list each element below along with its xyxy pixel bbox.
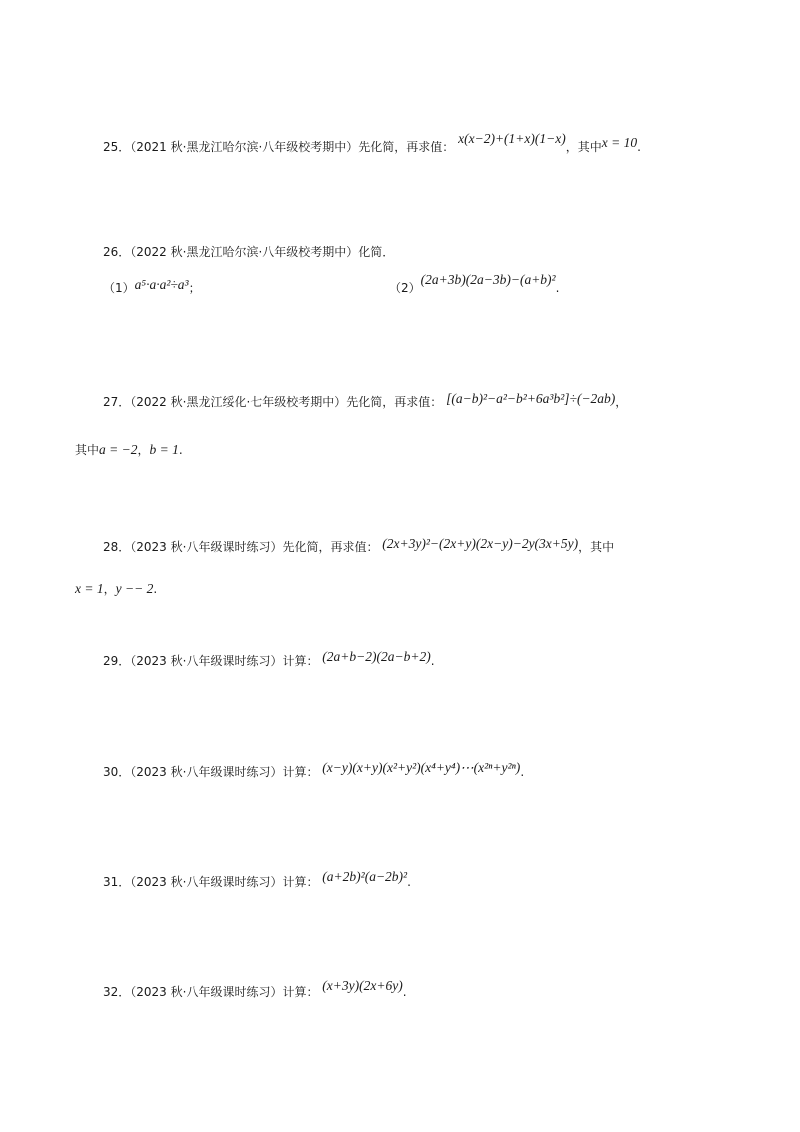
- problem-26-part-1: [103, 279, 201, 296]
- period: .: [430, 654, 435, 668]
- condition-b: b = 1: [149, 442, 179, 457]
- problem-number: 30．: [103, 765, 131, 779]
- part-label: （1）: [103, 281, 135, 295]
- problem-27-line-2: [75, 441, 183, 458]
- math-expression: (x+3y)(2x+6y): [322, 978, 403, 993]
- problem-25: [103, 131, 641, 155]
- math-expression: (2a+b−2)(2a−b+2): [322, 649, 431, 664]
- problem-number: 29．: [103, 654, 131, 668]
- problem-number: 28．: [103, 540, 131, 554]
- condition-x: x = 10: [601, 135, 638, 150]
- part-end: ；: [188, 281, 201, 295]
- condition-y: y −− 2: [115, 581, 154, 596]
- problem-28-line-2: [75, 580, 157, 597]
- period: .: [520, 765, 525, 779]
- problem-source: （2022 秋·黑龙江绥化·七年级校考期中）: [130, 395, 347, 409]
- period: .: [637, 140, 641, 154]
- line-end: ，: [615, 395, 628, 409]
- separator-text: ，其中: [565, 140, 602, 154]
- problem-number: 27．: [103, 395, 131, 409]
- problem-27-line-1: [103, 393, 627, 410]
- period: .: [402, 985, 407, 999]
- period: .: [178, 443, 183, 457]
- condition-a: a = −2: [99, 442, 138, 457]
- problem-source: （2023 秋·八年级课时练习）: [130, 875, 283, 889]
- part-label: （2）: [389, 281, 421, 295]
- problem-source: （2023 秋·八年级课时练习）: [130, 765, 283, 779]
- problem-source: （2023 秋·八年级课时练习）: [130, 985, 283, 999]
- problem-number: 32．: [103, 985, 131, 999]
- problem-source: （2023 秋·八年级课时练习）: [130, 654, 283, 668]
- problem-source: （2021 秋·黑龙江哈尔滨·八年级校考期中）: [130, 140, 359, 154]
- problem-source: （2023 秋·八年级课时练习）: [130, 540, 283, 554]
- problem-task: 先化简，再求值：: [282, 540, 379, 554]
- problem-26-header: [103, 243, 394, 260]
- problem-number: 26．: [103, 245, 131, 259]
- condition-prefix: 其中: [75, 443, 100, 457]
- problem-task: 先化简，再求值：: [346, 395, 443, 409]
- separator-text: ，: [137, 443, 150, 457]
- problem-30: [103, 760, 525, 780]
- math-expression: a⁵·a·a²÷a³: [134, 277, 189, 292]
- math-expression: (2x+3y)²−(2x+y)(2x−y)−2y(3x+5y): [382, 536, 579, 551]
- math-expression: [(a−b)²−a²−b²+6a³b²]÷(−2ab): [446, 391, 616, 406]
- problem-number: 25．: [103, 140, 131, 154]
- problem-31: [103, 869, 411, 890]
- condition-x: x = 1: [75, 581, 104, 596]
- math-expression: (x−y)(x+y)(x²+y²)(x⁴+y⁴)⋯(x²ⁿ+y²ⁿ): [322, 760, 521, 775]
- separator-text: ，: [103, 582, 116, 596]
- problem-26-part-2: [389, 272, 560, 296]
- problem-task: 化简．: [358, 245, 395, 259]
- line-end: ，其中: [578, 540, 615, 554]
- problem-32: [103, 978, 407, 1000]
- problem-task: 计算：: [282, 654, 319, 668]
- math-expression: (a+2b)²(a−2b)²: [322, 869, 408, 884]
- period: .: [407, 875, 411, 889]
- part-end: .: [555, 281, 560, 295]
- period: .: [153, 582, 158, 596]
- problem-task: 计算：: [282, 985, 319, 999]
- problem-task: 先化简，再求值：: [358, 140, 455, 154]
- problem-task: 计算：: [282, 765, 319, 779]
- problem-task: 计算：: [282, 875, 319, 889]
- problem-28-line-1: [103, 538, 614, 555]
- problem-number: 31．: [103, 875, 131, 889]
- math-expression: x(x−2)+(1+x)(1−x): [458, 131, 566, 146]
- problem-source: （2022 秋·黑龙江哈尔滨·八年级校考期中）: [130, 245, 359, 259]
- math-expression: (2a+3b)(2a−3b)−(a+b)²: [420, 272, 556, 287]
- problem-29: [103, 649, 435, 669]
